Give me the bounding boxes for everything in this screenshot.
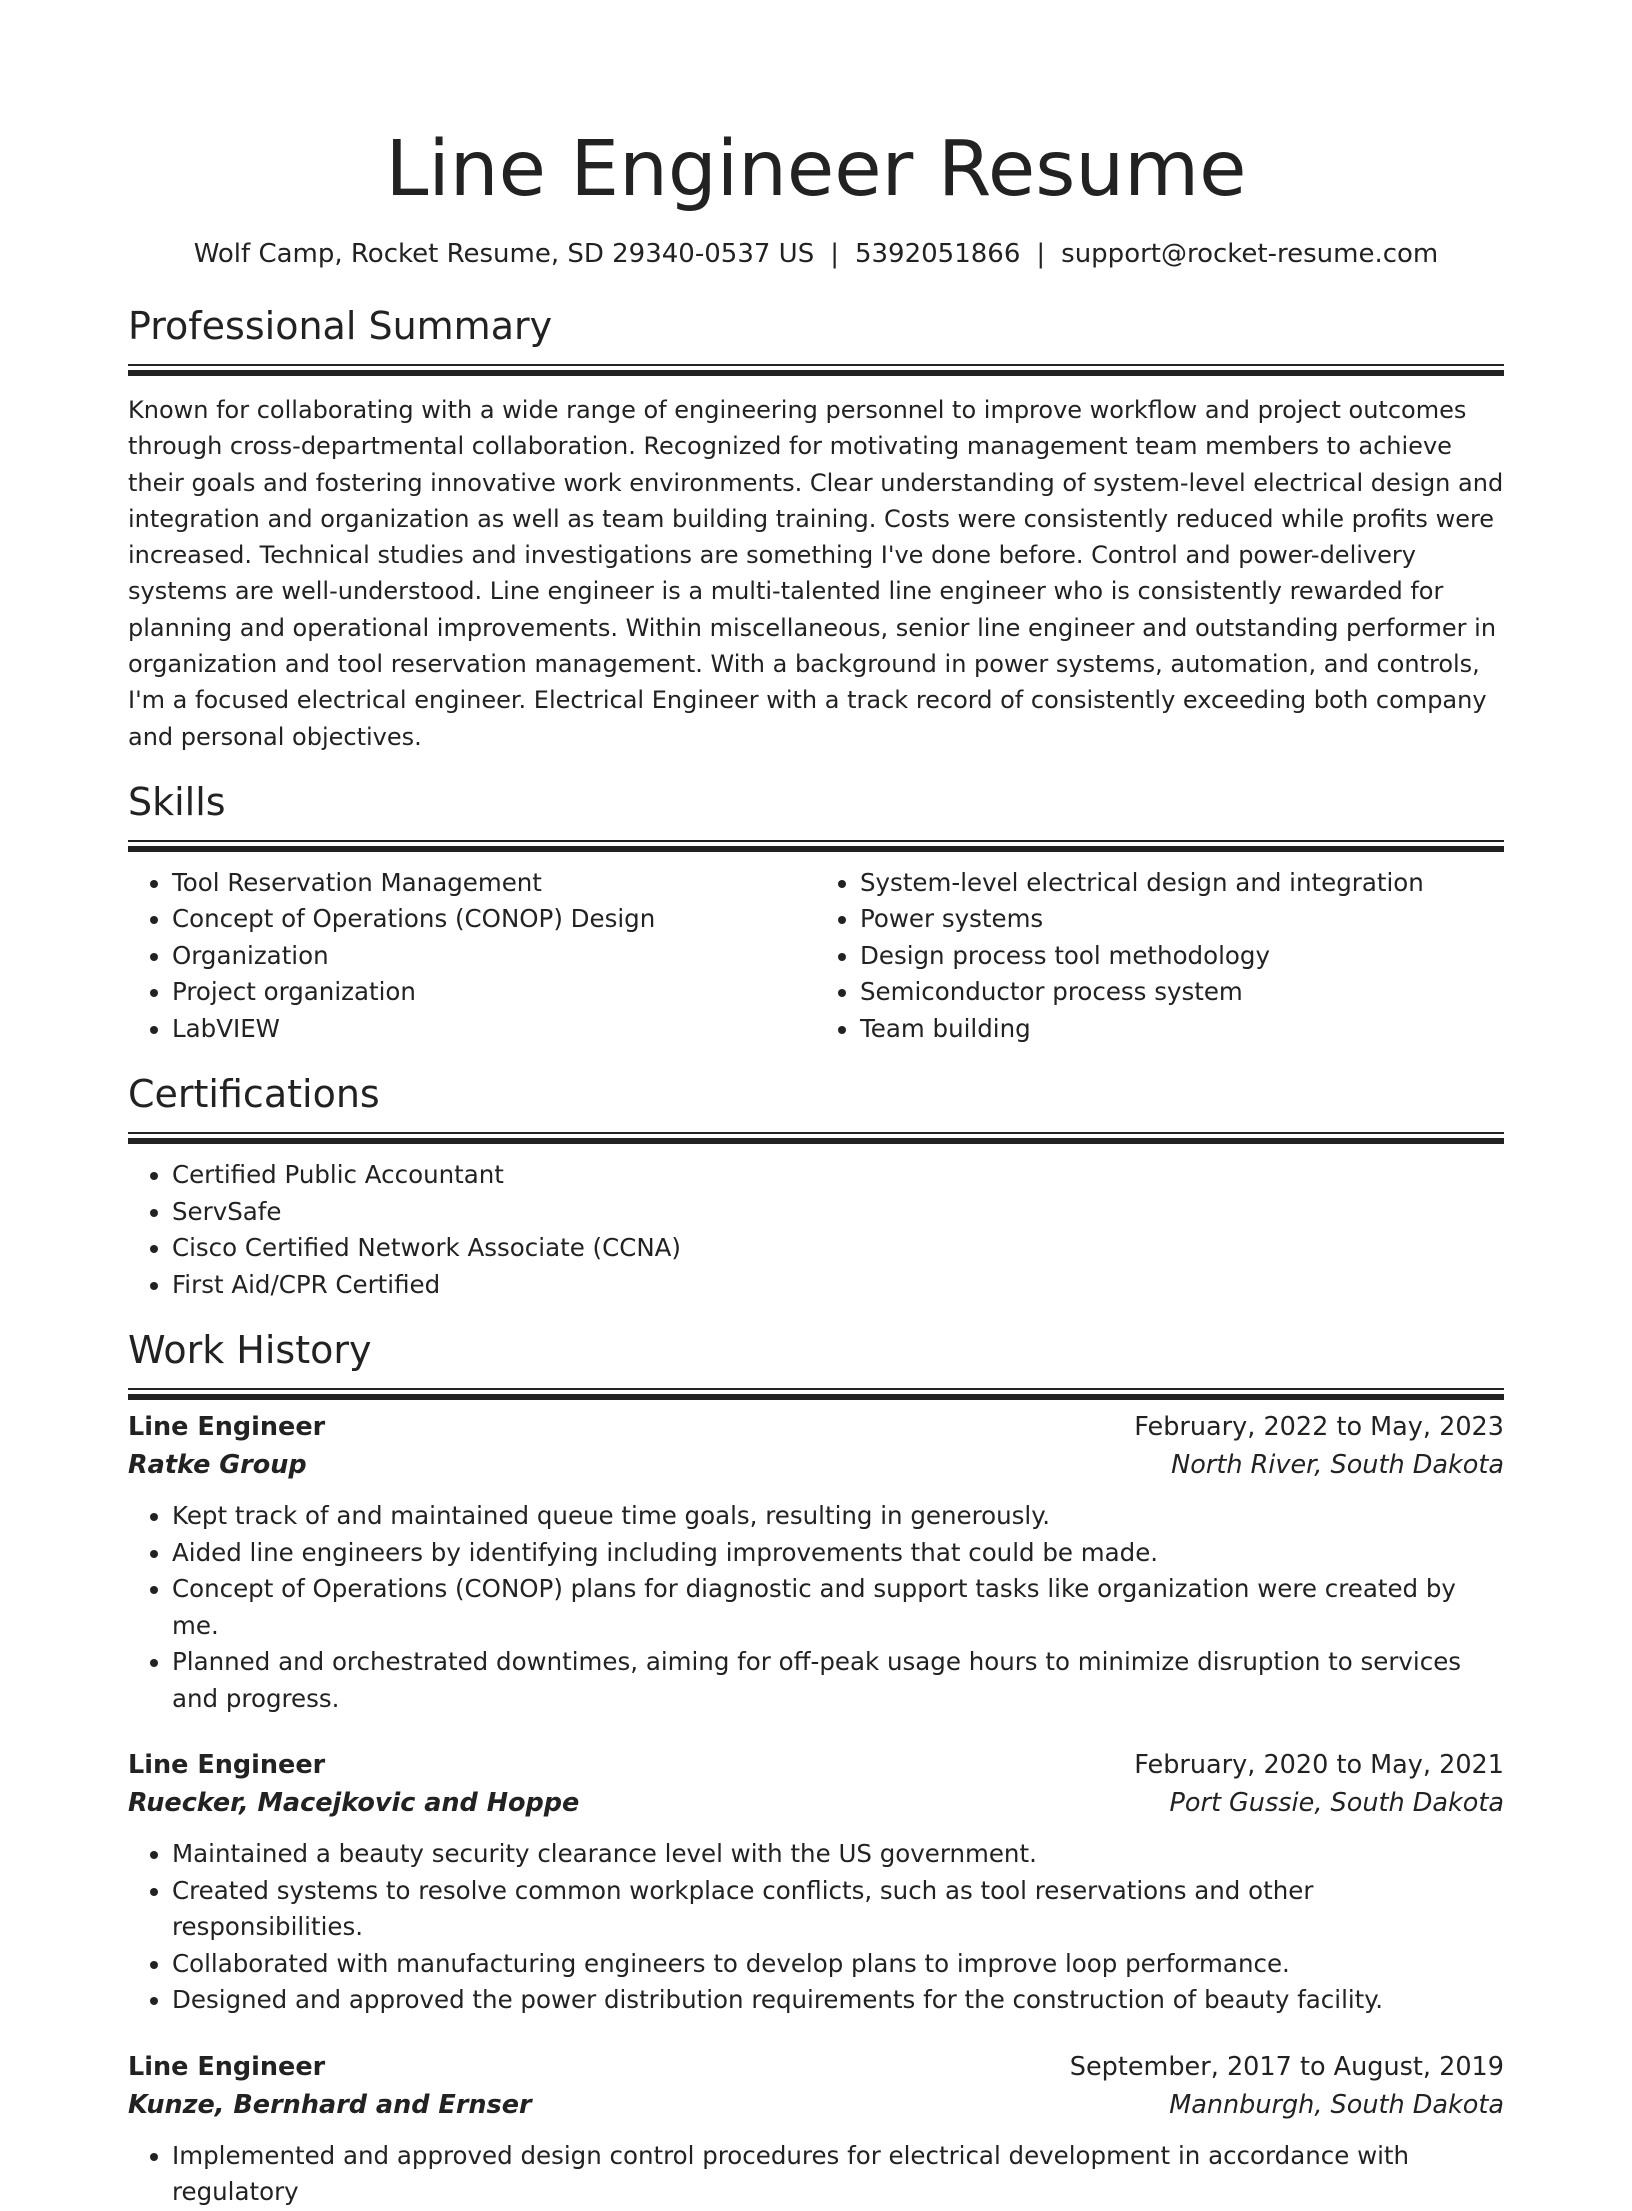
skills-heading: Skills xyxy=(128,779,226,824)
certification-item: • ServSafe xyxy=(172,1194,1504,1231)
job-company-row xyxy=(128,1784,1504,1822)
certifications-section xyxy=(128,1070,1504,1303)
certifications-heading: Certifications xyxy=(128,1072,380,1117)
skill-item: • Power systems xyxy=(860,901,1504,938)
job-location: Mannburgh, South Dakota xyxy=(1169,2089,1504,2120)
skill-item: • Tool Reservation Management xyxy=(172,865,816,902)
contact-line xyxy=(128,236,1504,272)
job-bullet: • Kept track of and maintained queue time goals, resulting in generously. xyxy=(172,1498,1504,1535)
job-dates: February, 2022 to May, 2023 xyxy=(1134,1412,1504,1443)
section-divider xyxy=(128,840,1504,842)
job-company: Ratke Group xyxy=(128,1450,307,1481)
job-company: Kunze, Bernhard and Ernser xyxy=(128,2089,532,2120)
resume-title: Line Engineer Resume xyxy=(385,125,1247,214)
job-header-row xyxy=(128,1746,1504,1784)
skills-list-left xyxy=(128,865,816,1048)
certification-item: • Certified Public Accountant xyxy=(172,1157,1504,1194)
job-header-row xyxy=(128,2048,1504,2086)
contact-phone: 5392051866 xyxy=(854,239,1021,269)
skill-item: • Concept of Operations (CONOP) Design xyxy=(172,901,816,938)
job-header-row xyxy=(128,1408,1504,1446)
skill-item: • Organization xyxy=(172,938,816,975)
job-bullet: • Maintained a beauty security clearance level with the US government. xyxy=(172,1836,1504,1873)
job-bullet: • Aided line engineers by identifying including improvements that could be made. xyxy=(172,1535,1504,1572)
job-bullet: • Collaborated with manufacturing engineers to develop plans to improve loop performance. xyxy=(172,1946,1504,1983)
section-divider xyxy=(128,364,1504,366)
summary-section xyxy=(128,302,1504,755)
job-title: Line Engineer xyxy=(128,1412,326,1443)
certification-item: • Cisco Certified Network Associate (CCNA) xyxy=(172,1230,1504,1267)
job-company: Ruecker, Macejkovic and Hoppe xyxy=(128,1788,580,1819)
skills-list-right xyxy=(816,865,1504,1048)
skill-item: • Team building xyxy=(860,1011,1504,1048)
job-bullet: • Concept of Operations (CONOP) plans for diagnostic and support tasks like organization were created by me. xyxy=(172,1571,1504,1644)
resume-page xyxy=(128,0,1504,2211)
summary-text: Known for collaborating with a wide range of engineering personnel to improve workflow and project outcomes through cross-departmental collaboration. Recognized for motivating management team members to achieve their goals and fostering innovative work environments. Clear understanding of system-level electrical design and integration and organization as well as team building training. Costs were consistently reduced while profits were increased. Technical studies and investigations are something I've done before. Control and power-delivery systems are well-understood. Line engineer is a multi-talented line engineer who is consistently rewarded for planning and operational improvements. Within miscellaneous, senior line engineer and outstanding performer in organization and tool reservation management. With a background in power systems, automation, and controls, I'm a focused electrical engineer. Electrical Engineer with a track record of consistently exceeding both company and personal objectives. xyxy=(128,396,1504,751)
certification-item: • First Aid/CPR Certified xyxy=(172,1267,1504,1304)
contact-address: Wolf Camp, Rocket Resume, SD 29340-0537 US xyxy=(193,239,815,269)
summary-heading: Professional Summary xyxy=(128,304,553,348)
skills-grid xyxy=(128,865,1504,1048)
job-title: Line Engineer xyxy=(128,2051,326,2082)
job-bullet: • Designed and approved the power distribution requirements for the construction of beauty facility. xyxy=(172,1982,1504,2019)
skill-item: • Semiconductor process system xyxy=(860,974,1504,1011)
job-dates: September, 2017 to August, 2019 xyxy=(1069,2051,1504,2082)
skill-item: • Design process tool methodology xyxy=(860,938,1504,975)
section-divider xyxy=(128,1388,1504,1390)
work-history-section xyxy=(128,1326,1504,2211)
job-bullets xyxy=(128,1498,1504,1717)
contact-separator: | xyxy=(1036,239,1046,269)
job-entry xyxy=(128,2048,1504,2211)
job-bullets xyxy=(128,2138,1504,2211)
contact-separator: | xyxy=(830,239,839,269)
work-history-heading: Work History xyxy=(128,1328,372,1373)
certifications-list xyxy=(128,1157,1504,1303)
skill-item: • LabVIEW xyxy=(172,1011,816,1048)
contact-email: support@rocket-resume.com xyxy=(1061,239,1439,269)
job-entry xyxy=(128,1746,1504,2019)
job-location: Port Gussie, South Dakota xyxy=(1169,1788,1504,1819)
skill-item: • System-level electrical design and integration xyxy=(860,865,1504,902)
job-bullets xyxy=(128,1836,1504,2019)
job-bullet: • Created systems to resolve common workplace conflicts, such as tool reservations and other responsibilities. xyxy=(172,1873,1504,1946)
section-divider xyxy=(128,1132,1504,1134)
job-title: Line Engineer xyxy=(128,1750,326,1781)
skill-item: • Project organization xyxy=(172,974,816,1011)
job-company-row xyxy=(128,1446,1504,1484)
skills-section xyxy=(128,778,1504,1048)
job-dates: February, 2020 to May, 2021 xyxy=(1134,1750,1504,1781)
job-entry xyxy=(128,1408,1504,1717)
job-bullet: • Planned and orchestrated downtimes, aiming for off-peak usage hours to minimize disruption to services and progress. xyxy=(172,1644,1504,1717)
job-location: North River, South Dakota xyxy=(1171,1450,1504,1481)
job-bullet: • Implemented and approved design control procedures for electrical development in accordance with regulatory xyxy=(172,2138,1504,2211)
job-company-row xyxy=(128,2086,1504,2124)
